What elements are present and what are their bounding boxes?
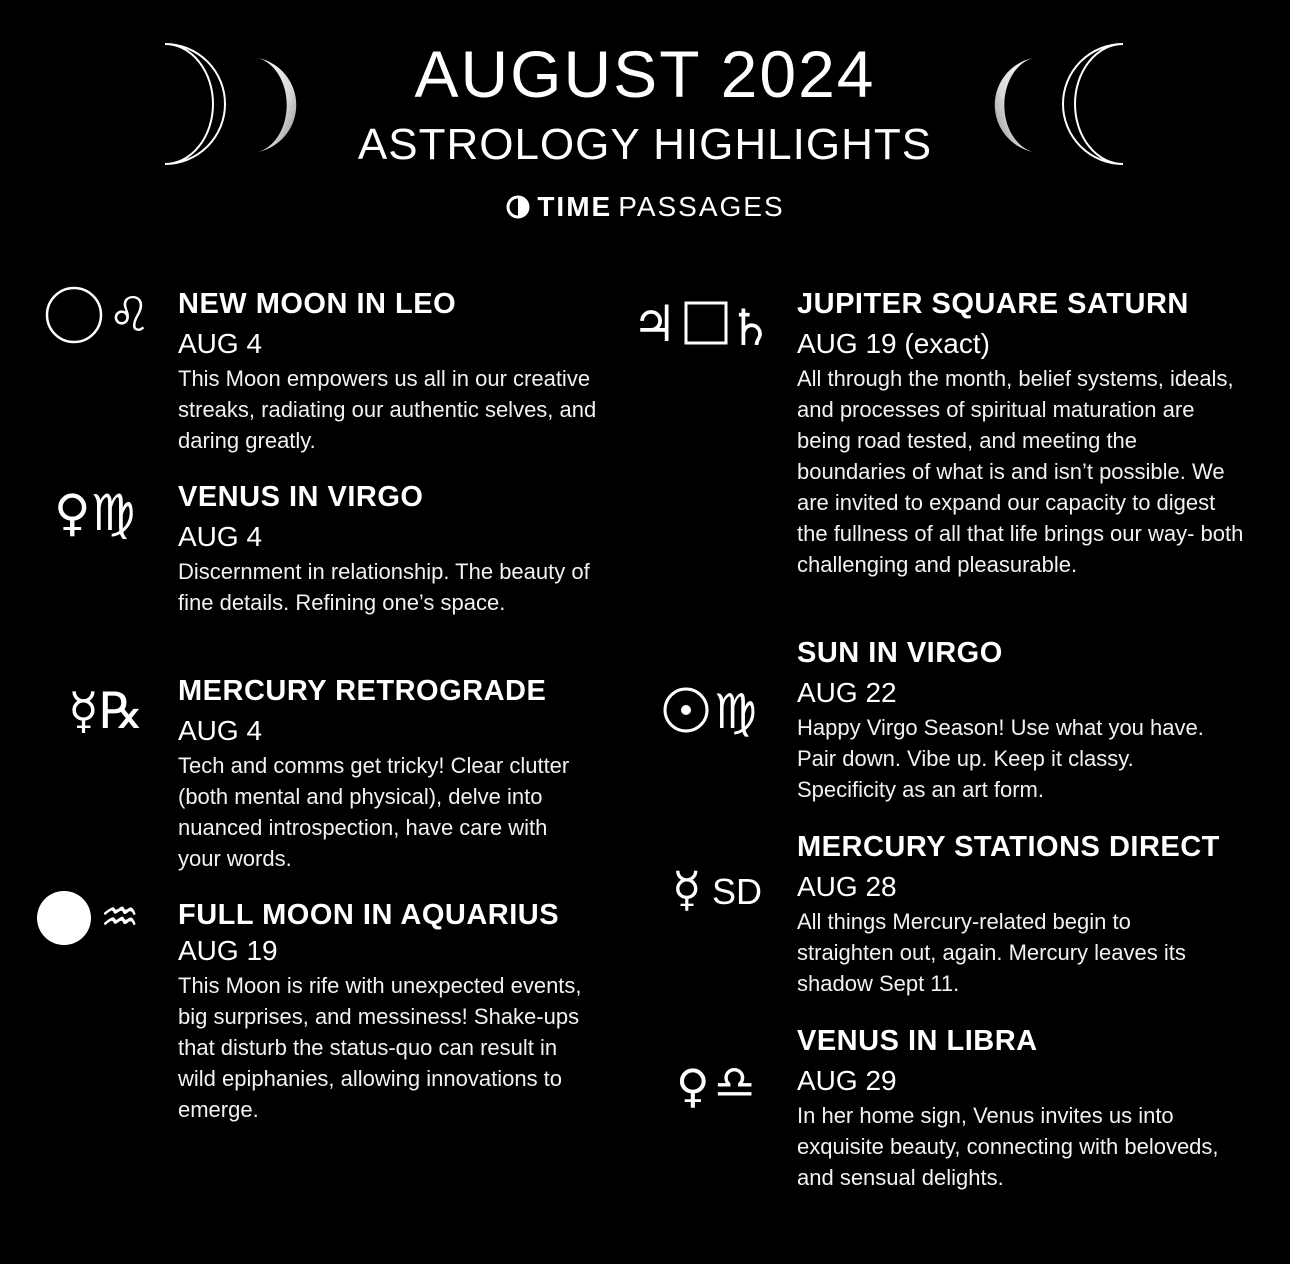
svg-text:☿℞: ☿℞	[68, 682, 144, 740]
event-heading: VENUS IN VIRGO	[178, 481, 424, 513]
event-date: AUG 4	[178, 521, 263, 552]
new-moon-leo-icon	[40, 285, 158, 347]
brand-logo	[0, 190, 1290, 224]
event-heading: NEW MOON IN LEO	[178, 288, 457, 320]
mercury-stations-direct-icon	[670, 852, 780, 918]
brand-name-light: PASSAGES	[618, 191, 785, 222]
half-moon-logo-icon	[505, 194, 531, 220]
event-date: AUG 19 (exact)	[797, 328, 990, 359]
event-description: All things Mercury-related begin to straighten out, again. Mercury leaves its shadow Sept 11.	[797, 909, 1186, 996]
event-description: This Moon is rife with unexpected events, big surprises, and messiness! Shake-ups that disturb the status-quo can result in wild epiphanies, allowing innovations to emerge.	[178, 973, 582, 1122]
full-moon-aquarius-icon	[36, 890, 154, 948]
event-heading: SUN IN VIRGO	[797, 637, 1003, 669]
svg-text:SD: SD	[712, 871, 763, 912]
page-subtitle: ASTROLOGY HIGHLIGHTS	[357, 120, 933, 169]
svg-text:☿: ☿	[672, 862, 702, 918]
event-date: AUG 19	[178, 935, 278, 966]
event-date: AUG 22	[797, 677, 897, 708]
event-heading: MERCURY STATIONS DIRECT	[797, 831, 1220, 863]
svg-text:♎: ♎	[714, 1055, 756, 1109]
event-description: Discernment in relationship. The beauty of fine details. Refining one’s space.	[178, 559, 590, 615]
event-date: AUG 4	[178, 328, 263, 359]
jupiter-square-saturn-icon	[630, 289, 780, 355]
event-heading: JUPITER SQUARE SATURN	[797, 288, 1189, 320]
event-date: AUG 29	[797, 1065, 897, 1096]
page-title: AUGUST 2024	[414, 37, 876, 111]
svg-text:♃: ♃	[632, 295, 677, 353]
venus-virgo-icon	[50, 482, 154, 544]
venus-libra-icon	[674, 1052, 780, 1112]
event-description: All through the month, belief systems, ideals, and processes of spiritual maturation are being road tested, and meeting the boundaries of what is and isn’t possible. We are invited to expand our capacity to digest the fullness of all that life brings our way- both challenging and pleasurable.	[797, 366, 1244, 577]
brand-name-bold: TIME	[537, 191, 613, 222]
svg-text:♀: ♀	[676, 1059, 710, 1112]
header	[0, 0, 1290, 240]
svg-text:♒: ♒	[100, 892, 140, 943]
event-description: Happy Virgo Season! Use what you have. Pair down. Vibe up. Keep it classy. Specificity as an art form.	[797, 715, 1204, 802]
event-date: AUG 4	[178, 715, 263, 746]
event-description: This Moon empowers us all in our creative streaks, radiating our authentic selves, and daring greatly.	[178, 366, 597, 453]
event-heading: VENUS IN LIBRA	[797, 1025, 1038, 1057]
event-date: AUG 28	[797, 871, 897, 902]
svg-text:♄: ♄	[728, 299, 773, 355]
svg-text:♌: ♌	[108, 287, 152, 343]
sun-virgo-icon	[662, 678, 778, 744]
mercury-retrograde-icon	[64, 676, 154, 742]
svg-text:♀♍: ♀♍	[54, 484, 136, 542]
event-description: In her home sign, Venus invites us into exquisite beauty, connecting with beloveds, and sensual delights.	[797, 1103, 1219, 1190]
right-crescent-moons-icon	[965, 40, 1135, 170]
svg-text:♍: ♍	[714, 684, 758, 740]
event-heading: MERCURY RETROGRADE	[178, 675, 547, 707]
event-description: Tech and comms get tricky! Clear clutter (both mental and physical), delve into nuanced introspection, have care with your words.	[178, 753, 570, 871]
event-heading: FULL MOON IN AQUARIUS	[178, 899, 560, 931]
